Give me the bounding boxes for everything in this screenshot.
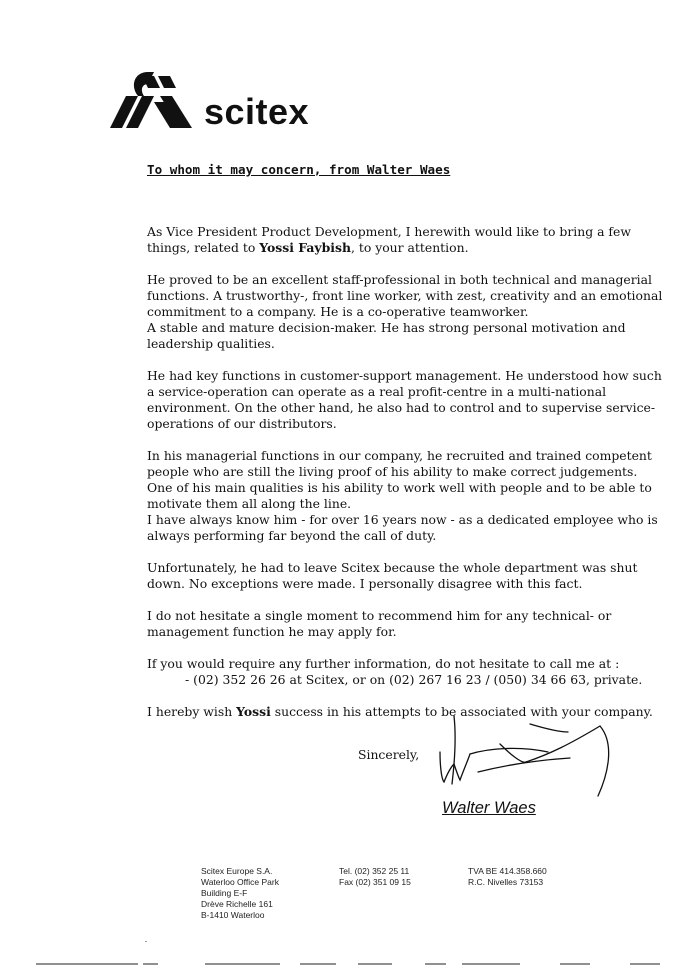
footer-phones: Tel. (02) 352 25 11 Fax (02) 351 09 15	[339, 866, 411, 887]
scitex-logo-icon	[108, 66, 200, 130]
footer-address: Scitex Europe S.A. Waterloo Office Park Building E-F Drève Richelle 161 B-1410 Waterloo	[201, 866, 279, 920]
letter-body	[147, 224, 667, 736]
paragraph-intro: As Vice President Product Development, I herewith would like to bring a few things, related to Yossi Faybish, to your attention.	[147, 224, 631, 255]
scan-bottom-rule	[0, 963, 700, 965]
closing: Sincerely,	[358, 747, 420, 762]
paragraph-contact: If you would require any further information, do not hesitate to call me at : - (02) 352 26 26 at Scitex, or on (02) 267 16 23 / (050) 34 66 63, private.	[147, 656, 643, 687]
contact-phones: - (02) 352 26 26 at Scitex, or on (02) 267 16 23 / (050) 34 66 63, private.	[185, 672, 643, 687]
signature-block	[358, 720, 638, 820]
brand-wordmark: scitex	[204, 91, 310, 132]
paragraph-departure: Unfortunately, he had to leave Scitex because the whole department was shut down. No exceptions were made. I personally disagree with this fact.	[147, 560, 638, 591]
paragraph-recommendation: I do not hesitate a single moment to recommend him for any technical- or management function he may apply for.	[147, 608, 612, 639]
footer-registry: TVA BE 414.358.660 R.C. Nivelles 73153	[468, 866, 547, 887]
signer-name: Walter Waes	[442, 799, 536, 817]
candidate-first-name: Yossi	[236, 704, 271, 719]
scan-speck	[145, 941, 147, 942]
letterhead	[108, 66, 348, 136]
paragraph-support: He had key functions in customer-support management. He understood how such a service-operation can operate as a real profit-centre in a multi-national environment. On the other hand, he also had to control and to supervise service-operations of our distributors.	[147, 368, 662, 431]
letter-subject: To whom it may concern, from Walter Waes	[147, 162, 451, 177]
paragraph-qualities: He proved to be an excellent staff-professional in both technical and managerial functions. A trustworthy-, front line worker, with zest, creativity and an emotional commitment to a company. He is a co-operative teamworker. A stable and mature decision-maker. He has strong personal motivation and leadership qualities.	[147, 272, 663, 351]
candidate-name: Yossi Faybish	[259, 240, 351, 255]
handwritten-signature-icon	[430, 714, 630, 804]
paragraph-management: In his managerial functions in our company, he recruited and trained competent people who are still the living proof of his ability to make correct judgements. One of his main qualities is his ability to work well with people and to be able to motivate them all along the line. I have always know him - for over 16 years now - as a dedicated employee who is always performing far beyond the call of duty.	[147, 448, 658, 543]
paragraph-wishes: I hereby wish Yossi success in his attempts to be associated with your company.	[147, 704, 653, 719]
